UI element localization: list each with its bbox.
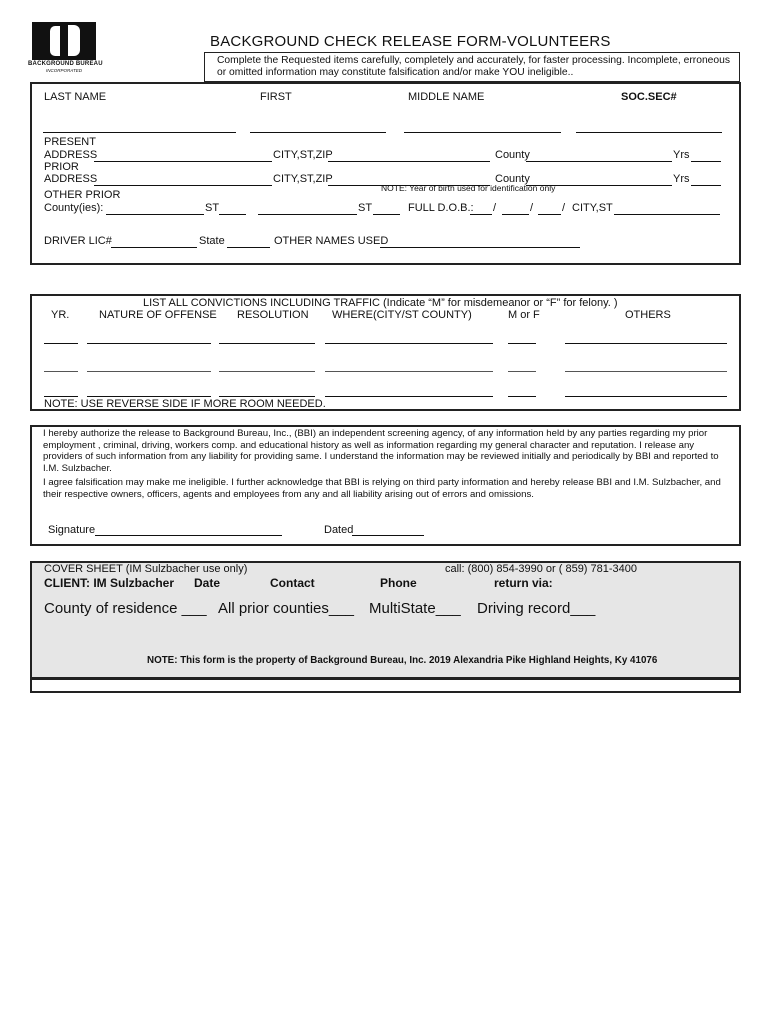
signature-label: Signature xyxy=(48,524,96,536)
cover-sheet-section xyxy=(30,561,741,679)
other-county-field-2[interactable] xyxy=(258,214,357,215)
dob-slash-2: / xyxy=(530,202,534,214)
col-nature-of-offense: NATURE OF OFFENSE xyxy=(99,309,217,321)
first-name-field[interactable] xyxy=(250,132,386,133)
driver-lic-field[interactable] xyxy=(111,247,197,248)
row3-where-field[interactable] xyxy=(325,396,493,397)
middle-name-field[interactable] xyxy=(404,132,561,133)
logo-silhouette-icon xyxy=(32,22,96,60)
dob-note: NOTE: Year of birth used for identification only xyxy=(381,183,556,193)
prior-county-label: County xyxy=(495,173,530,185)
present-city-st-zip-field[interactable] xyxy=(328,161,490,162)
col-year: YR. xyxy=(51,309,70,321)
row3-others-field[interactable] xyxy=(565,396,727,397)
convictions-heading: LIST ALL CONVICTIONS INCLUDING TRAFFIC (Indicate “M” for misdemeanor or “F” for felony. ) xyxy=(143,297,618,309)
middle-name-label: MIDDLE NAME xyxy=(408,91,485,103)
dob-slash-3: / xyxy=(562,202,566,214)
row3-m-or-f-field[interactable] xyxy=(508,396,536,397)
convictions-note: NOTE: USE REVERSE SIDE IF MORE ROOM NEEDED. xyxy=(44,398,326,410)
col-resolution: RESOLUTION xyxy=(237,309,309,321)
prior-city-st-zip-label: CITY,ST,ZIP xyxy=(273,173,333,185)
col-others: OTHERS xyxy=(625,309,671,321)
prior-address-label: ADDRESS xyxy=(44,173,98,185)
full-dob-label: FULL D.O.B.: xyxy=(408,202,474,214)
dated-label: Dated xyxy=(324,524,354,536)
client-label: CLIENT: IM Sulzbacher xyxy=(44,576,175,590)
ownership-note: NOTE: This form is the property of Background Bureau, Inc. 2019 Alexandria Pike Highland Heights, Ky 41076 xyxy=(147,655,658,666)
row2-others-field[interactable] xyxy=(565,371,727,372)
cover-sheet-label: COVER SHEET (IM Sulzbacher use only) xyxy=(44,563,248,575)
other-county-field[interactable] xyxy=(106,214,204,215)
row1-resolution-field[interactable] xyxy=(219,343,315,344)
present-address-label: ADDRESS xyxy=(44,149,98,161)
row2-m-or-f-field[interactable] xyxy=(508,371,536,372)
row2-year-field[interactable] xyxy=(44,371,78,372)
logo-subtitle: INCORPORATED xyxy=(46,68,82,73)
dob-day-field[interactable] xyxy=(502,214,529,215)
last-name-label: LAST NAME xyxy=(44,91,107,103)
soc-sec-label: SOC.SEC# xyxy=(621,91,677,103)
option-multistate[interactable]: MultiState___ xyxy=(369,600,461,617)
row3-resolution-field[interactable] xyxy=(219,396,315,397)
option-all-prior-counties[interactable]: All prior counties___ xyxy=(218,600,354,617)
dob-year-field[interactable] xyxy=(538,214,561,215)
dob-slash-1: / xyxy=(493,202,497,214)
col-where: WHERE(CITY/ST COUNTY) xyxy=(332,309,472,321)
date-label: Date xyxy=(194,576,221,590)
driver-lic-label: DRIVER LIC# xyxy=(44,235,112,247)
dated-field[interactable] xyxy=(352,535,424,536)
present-label: PRESENT xyxy=(44,136,96,148)
option-county-of-residence[interactable]: County of residence ___ xyxy=(44,600,207,617)
other-prior-label: OTHER PRIOR xyxy=(44,189,121,201)
applicant-info-section xyxy=(30,82,741,265)
other-names-label: OTHER NAMES USED xyxy=(274,235,389,247)
authorization-paragraph-1: I hereby authorize the release to Background Bureau, Inc., (BBI) an independent screening agency, of any information held by any parties regarding my prior employment , criminal, driving, workers comp. and educational history as well as information regarding my general character and reputation. I release any providers of such information from any liability for providing same. I understand the information may be reviewed initially and periodically by BBI and reported to I.M. Sulzbacher. xyxy=(43,428,719,474)
authorization-paragraph-2: I agree falsification may make me ineligible. I further acknowledge that BBI is relying on third party information and hereby release BBI and I.M. Sulzbacher, and their respective owners, officers, agents and employees from any and all liability arising out of errors and omissions. xyxy=(43,477,721,500)
present-address-field[interactable] xyxy=(94,161,272,162)
logo-name: BACKGROUND BUREAU xyxy=(28,61,103,67)
prior-yrs-label: Yrs xyxy=(673,173,690,185)
soc-sec-field[interactable] xyxy=(576,132,722,133)
city-st-label: CITY,ST xyxy=(572,202,613,214)
other-names-field[interactable] xyxy=(380,247,580,248)
return-via-label: return via: xyxy=(494,576,553,590)
state-label: State xyxy=(199,235,225,247)
counties-label: County(ies): xyxy=(44,202,104,214)
convictions-section xyxy=(30,294,741,411)
contact-label: Contact xyxy=(270,576,315,590)
option-driving-record[interactable]: Driving record___ xyxy=(477,600,596,617)
signature-field[interactable] xyxy=(95,535,282,536)
row1-others-field[interactable] xyxy=(565,343,727,344)
row3-year-field[interactable] xyxy=(44,396,78,397)
instructions-text: Complete the Requested items carefully, completely and accurately, for faster processing. Incomplete, erroneous or omitted information may constitute falsification and/or make YOU ineligible.. xyxy=(217,55,730,78)
call-numbers: call: (800) 854-3990 or ( 859) 781-3400 xyxy=(445,563,638,575)
dob-month-field[interactable] xyxy=(470,214,492,215)
phone-label: Phone xyxy=(380,576,417,590)
row2-where-field[interactable] xyxy=(325,371,493,372)
present-county-field[interactable] xyxy=(526,161,672,162)
present-yrs-label: Yrs xyxy=(673,149,690,161)
row1-where-field[interactable] xyxy=(325,343,493,344)
first-name-label: FIRST xyxy=(260,91,292,103)
present-city-st-zip-label: CITY,ST,ZIP xyxy=(273,149,333,161)
present-yrs-field[interactable] xyxy=(691,161,721,162)
prior-label: PRIOR xyxy=(44,161,79,173)
prior-address-field[interactable] xyxy=(94,185,272,186)
last-name-field[interactable] xyxy=(43,132,236,133)
authorization-section xyxy=(30,425,741,546)
prior-yrs-field[interactable] xyxy=(691,185,721,186)
state-field[interactable] xyxy=(227,247,270,248)
row1-offense-field[interactable] xyxy=(87,343,211,344)
row2-offense-field[interactable] xyxy=(87,371,211,372)
col-m-or-f: M or F xyxy=(508,309,540,321)
company-logo xyxy=(28,22,103,74)
present-county-label: County xyxy=(495,149,530,161)
other-st-field-1[interactable] xyxy=(219,214,246,215)
birth-city-st-field[interactable] xyxy=(614,214,720,215)
row2-resolution-field[interactable] xyxy=(219,371,315,372)
row3-offense-field[interactable] xyxy=(87,396,211,397)
footer-strip xyxy=(30,678,741,693)
form-title: BACKGROUND CHECK RELEASE FORM-VOLUNTEERS xyxy=(210,33,611,50)
other-st-label-2: ST xyxy=(358,202,373,214)
row1-year-field[interactable] xyxy=(44,343,78,344)
other-st-field-2[interactable] xyxy=(373,214,400,215)
row1-m-or-f-field[interactable] xyxy=(508,343,536,344)
other-st-label-1: ST xyxy=(205,202,220,214)
instructions-box xyxy=(204,52,740,82)
